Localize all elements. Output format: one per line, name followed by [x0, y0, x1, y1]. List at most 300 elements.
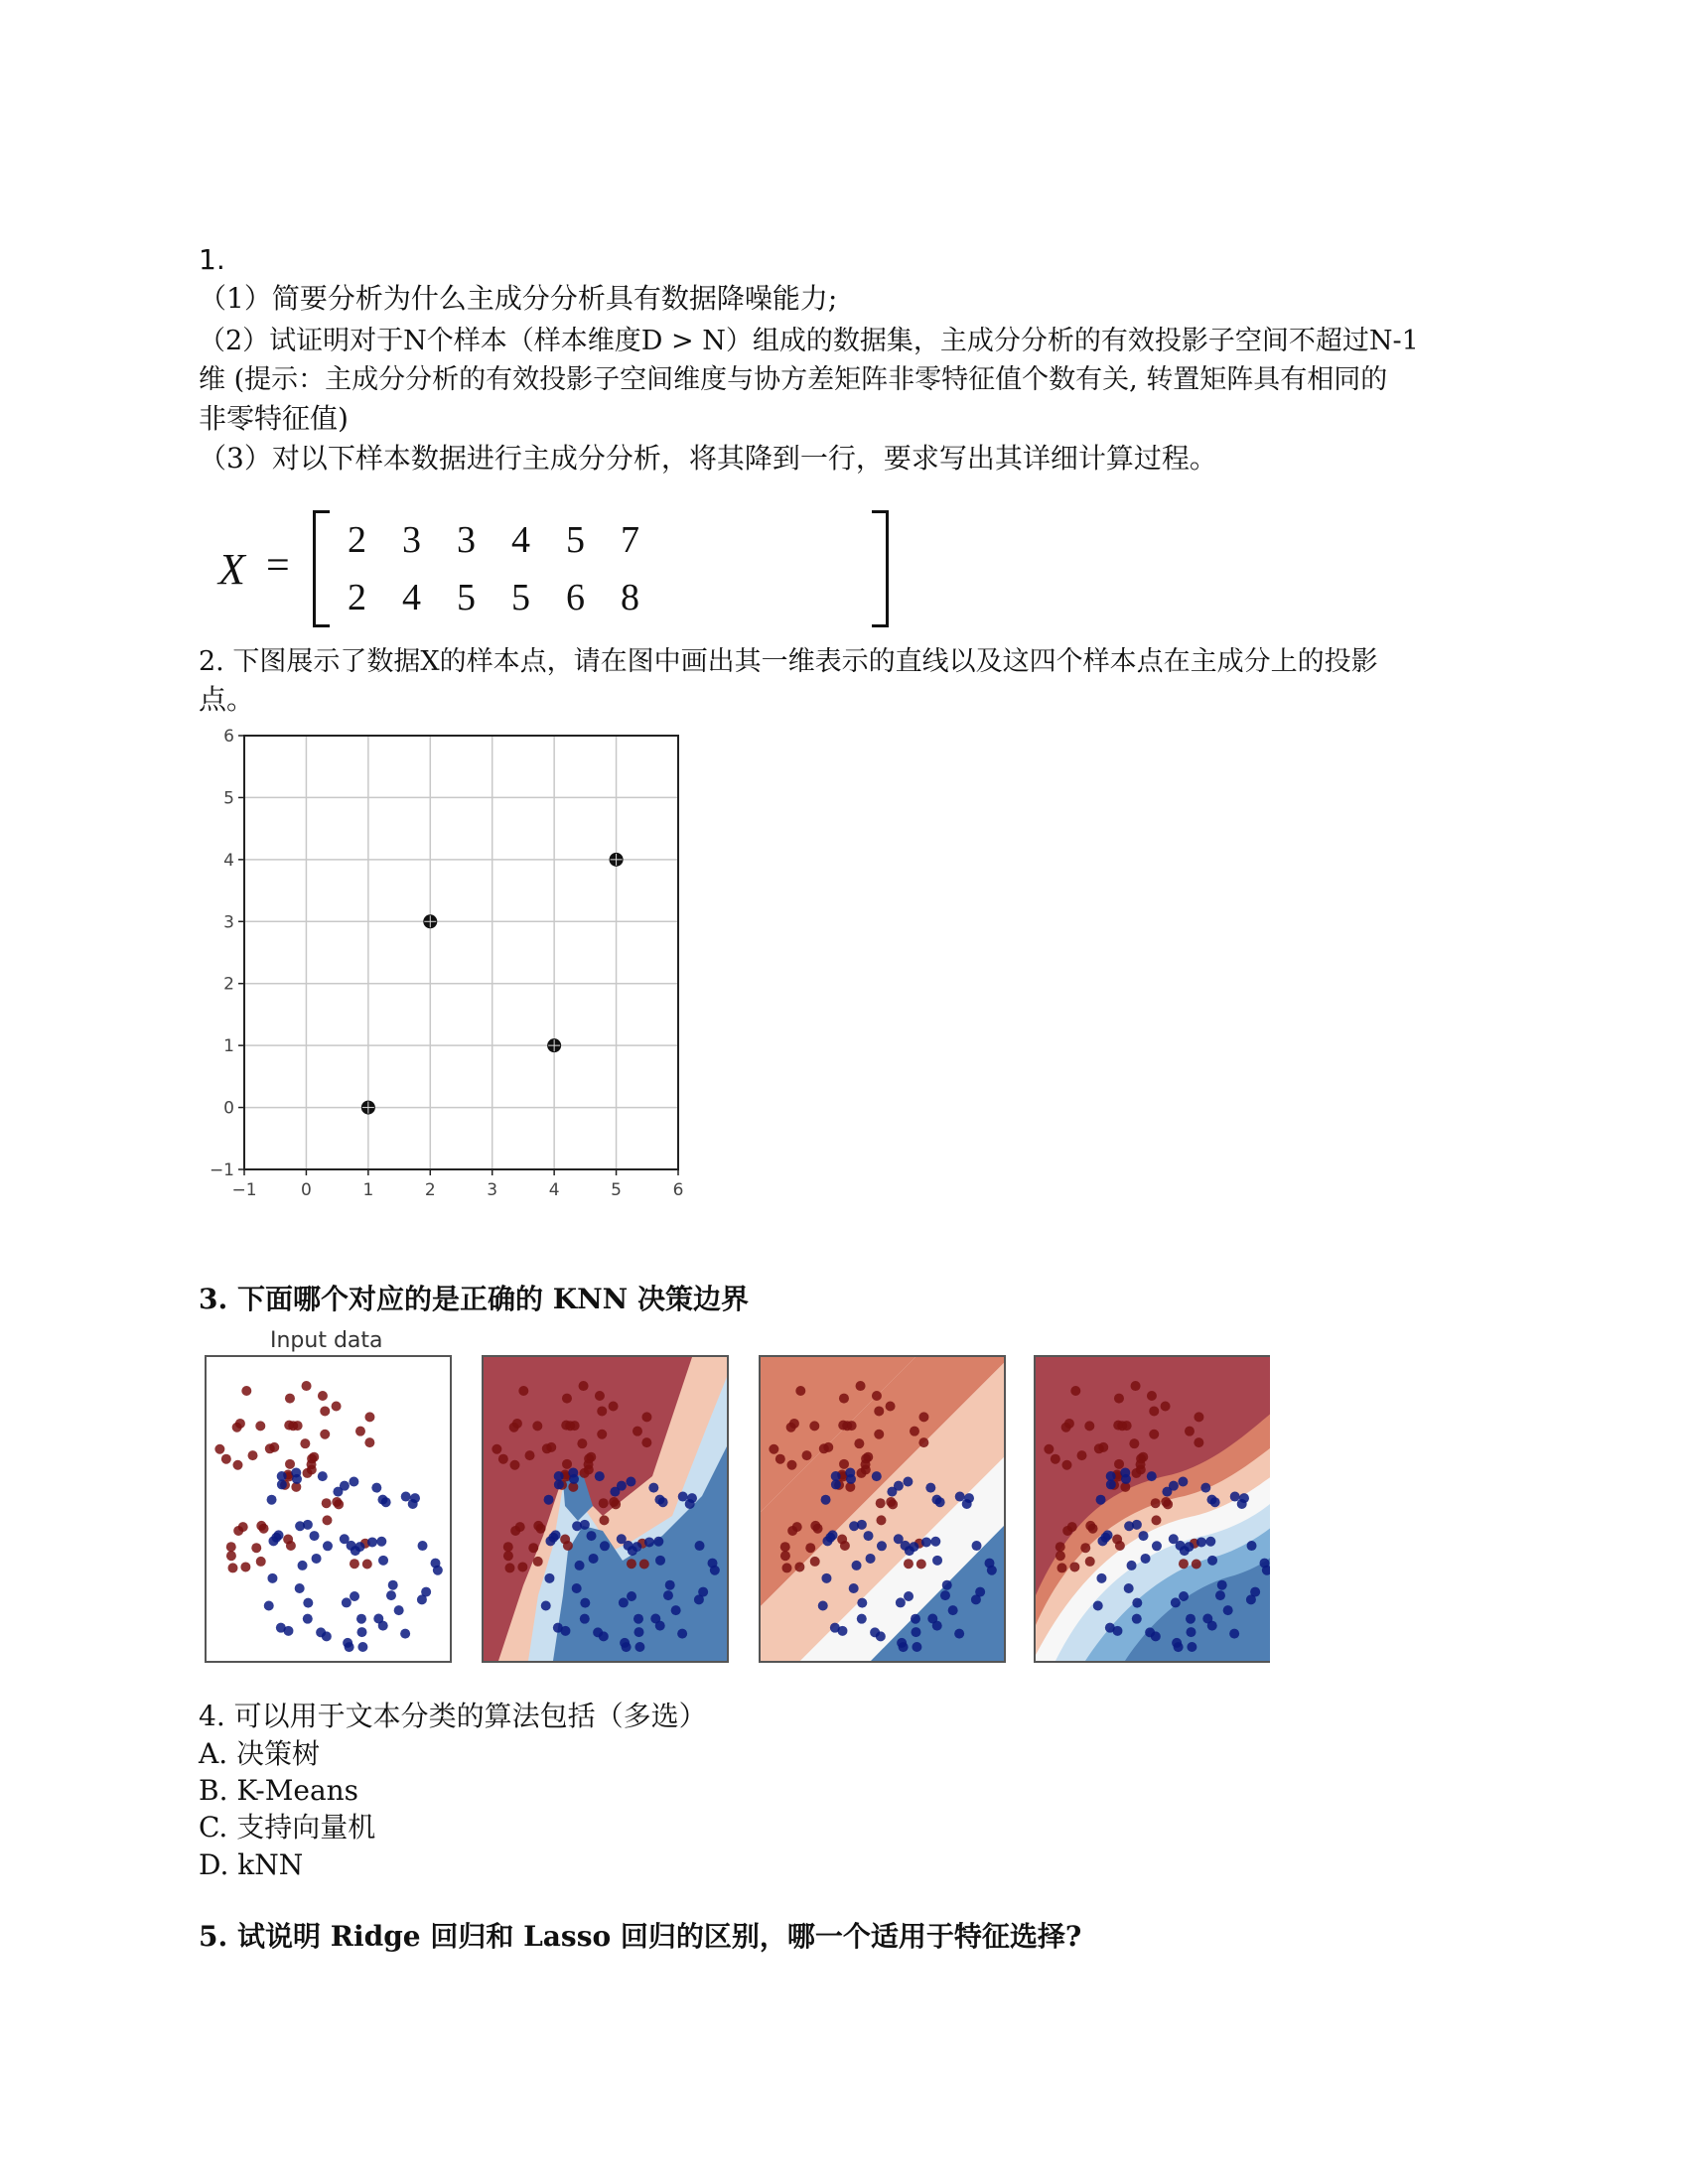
red-sample: [1151, 1498, 1161, 1508]
red-sample: [300, 1438, 310, 1448]
blue-sample: [1186, 1614, 1196, 1624]
red-sample: [265, 1443, 275, 1453]
blue-sample: [1217, 1580, 1227, 1590]
x-tick-label: 2: [424, 1180, 436, 1200]
red-sample: [597, 1406, 607, 1416]
blue-sample: [899, 1642, 909, 1652]
blue-sample: [948, 1605, 958, 1615]
q1-part2-line3: 非零特征值): [199, 402, 349, 435]
red-sample: [789, 1419, 799, 1429]
blue-sample: [653, 1537, 663, 1547]
blue-sample: [350, 1591, 359, 1601]
blue-sample: [312, 1554, 322, 1564]
blue-sample: [627, 1591, 636, 1601]
blue-sample: [1152, 1541, 1162, 1551]
red-sample: [1185, 1427, 1195, 1436]
red-sample: [1161, 1497, 1171, 1507]
blue-sample: [400, 1629, 410, 1639]
blue-sample: [340, 1534, 350, 1544]
blue-sample: [678, 1492, 688, 1502]
red-sample: [1117, 1421, 1127, 1431]
scatter-plot: [199, 720, 695, 1216]
red-sample: [1131, 1381, 1141, 1391]
blue-sample: [378, 1556, 388, 1566]
blue-sample: [1237, 1499, 1247, 1509]
blue-sample: [340, 1481, 350, 1491]
red-sample: [633, 1427, 642, 1436]
blue-sample: [1179, 1591, 1189, 1601]
red-sample: [609, 1401, 619, 1411]
red-sample: [874, 1406, 884, 1416]
blue-sample: [626, 1477, 635, 1487]
blue-sample: [927, 1614, 937, 1624]
red-sample: [854, 1438, 864, 1448]
red-sample: [874, 1430, 884, 1439]
matrix-cell: 2: [348, 577, 366, 618]
blue-sample: [1169, 1534, 1179, 1544]
red-sample: [780, 1542, 790, 1552]
blue-sample: [1246, 1594, 1256, 1604]
red-sample: [1129, 1438, 1139, 1448]
y-tick-labels: [210, 727, 234, 1180]
red-sample: [918, 1412, 928, 1422]
red-sample: [532, 1421, 542, 1431]
knn-panel-1: [482, 1355, 729, 1663]
blue-sample: [298, 1561, 308, 1570]
red-sample: [1114, 1459, 1124, 1469]
red-sample: [918, 1437, 928, 1447]
q2-line2: 点。: [199, 683, 255, 716]
y-tick-label: 1: [223, 1036, 234, 1057]
blue-sample: [1139, 1531, 1149, 1541]
blue-sample: [837, 1626, 847, 1636]
blue-sample: [962, 1499, 972, 1509]
q4-option-c: C. 支持向量机: [199, 1811, 376, 1843]
blue-sample: [544, 1495, 554, 1505]
blue-sample: [911, 1614, 920, 1624]
blue-sample: [277, 1479, 287, 1489]
q4-option-b: B. K-Means: [199, 1774, 359, 1807]
matrix-cell: 5: [566, 519, 585, 561]
blue-sample: [942, 1580, 952, 1590]
red-sample: [503, 1551, 513, 1561]
blue-sample: [633, 1627, 643, 1637]
q4-question: 4. 可以用于文本分类的算法包括（多选）: [199, 1700, 707, 1732]
blue-sample: [580, 1598, 590, 1608]
red-sample: [786, 1460, 796, 1470]
blue-sample: [1202, 1614, 1212, 1624]
blue-sample: [932, 1556, 942, 1566]
red-sample: [886, 1497, 896, 1507]
blue-sample: [954, 1629, 964, 1639]
data-point: [423, 914, 437, 928]
red-sample: [320, 1430, 330, 1439]
red-sample: [1149, 1430, 1159, 1439]
blue-sample: [303, 1614, 313, 1624]
red-sample: [839, 1394, 849, 1404]
matrix-cell: 5: [457, 577, 476, 618]
red-sample: [320, 1406, 330, 1416]
red-sample: [916, 1559, 926, 1569]
red-sample: [563, 1541, 573, 1551]
blue-sample: [1205, 1537, 1215, 1547]
red-sample: [542, 1443, 552, 1453]
blue-sample: [633, 1614, 643, 1624]
q1-part2-line1: （2）试证明对于N个样本（样本维度D > N）组成的数据集，主成分分析的有效投影子空间不超过N-1: [199, 326, 1419, 356]
matrix-equals: =: [266, 543, 290, 589]
blue-sample: [972, 1541, 982, 1551]
blue-sample: [1178, 1477, 1188, 1487]
blue-sample: [671, 1605, 681, 1615]
blue-sample: [356, 1627, 366, 1637]
blue-sample: [342, 1597, 352, 1607]
input-data-plot: [207, 1357, 450, 1661]
red-sample: [318, 1391, 328, 1401]
x-tick-label: 0: [301, 1180, 312, 1200]
red-sample: [805, 1543, 815, 1553]
red-sample: [251, 1543, 261, 1553]
y-tick-label: 2: [223, 974, 234, 995]
red-sample: [1062, 1526, 1072, 1536]
blue-sample: [417, 1594, 427, 1604]
blue-sample: [663, 1590, 673, 1600]
y-tick-label: 5: [223, 788, 234, 809]
red-sample: [525, 1450, 535, 1460]
blue-sample: [408, 1499, 418, 1509]
blue-sample: [267, 1573, 277, 1583]
blue-sample: [818, 1601, 828, 1611]
red-sample: [528, 1543, 538, 1553]
red-sample: [769, 1444, 778, 1454]
red-sample: [639, 1559, 649, 1569]
blue-sample: [593, 1627, 603, 1637]
y-tick-label: 3: [223, 912, 234, 933]
blue-sample: [852, 1561, 862, 1570]
red-sample: [256, 1521, 266, 1531]
blue-sample: [318, 1471, 328, 1481]
blue-sample: [857, 1614, 867, 1624]
blue-sample: [677, 1629, 687, 1639]
blue-sample: [619, 1597, 629, 1607]
red-sample: [584, 1464, 594, 1474]
blue-sample: [870, 1627, 880, 1637]
blue-sample: [985, 1559, 995, 1569]
red-sample: [322, 1515, 332, 1525]
blue-sample: [580, 1614, 590, 1624]
red-sample: [492, 1444, 501, 1454]
blue-sample: [310, 1531, 320, 1541]
q1-part1: （1）简要分析为什么主成分分析具有数据降噪能力;: [199, 282, 838, 315]
red-sample: [599, 1498, 609, 1508]
blue-sample: [589, 1554, 599, 1564]
red-sample: [1077, 1450, 1087, 1460]
red-sample: [565, 1421, 575, 1431]
blue-sample: [617, 1481, 627, 1491]
red-sample: [503, 1542, 513, 1552]
red-sample: [795, 1386, 805, 1396]
red-sample: [1114, 1394, 1124, 1404]
red-sample: [641, 1437, 651, 1447]
blue-sample: [872, 1471, 882, 1481]
x-tick-label: 4: [548, 1180, 560, 1200]
y-tick-label: 6: [223, 727, 234, 747]
matrix-cell: 2: [348, 519, 366, 561]
blue-sample: [376, 1537, 386, 1547]
red-sample: [533, 1557, 543, 1567]
blue-sample: [371, 1483, 381, 1493]
knn-panel-input: [205, 1355, 452, 1663]
right-bracket: [872, 510, 889, 627]
red-sample: [819, 1443, 829, 1453]
red-sample: [509, 1460, 519, 1470]
red-sample: [597, 1430, 607, 1439]
red-sample: [285, 1394, 295, 1404]
blue-sample: [894, 1481, 904, 1491]
blue-sample: [694, 1594, 704, 1604]
blue-sample: [1124, 1521, 1134, 1531]
red-sample: [1194, 1412, 1203, 1422]
red-sample: [1194, 1437, 1203, 1447]
blue-sample: [1230, 1492, 1240, 1502]
x-tick-label: 5: [611, 1180, 622, 1200]
q1-number: 1.: [199, 243, 225, 276]
red-sample: [1085, 1557, 1095, 1567]
q2-line1: 2. 下图展示了数据X的样本点，请在图中画出其一维表示的直线以及这四个样本点在主成分上的投影: [199, 646, 1378, 677]
blue-sample: [1210, 1497, 1220, 1507]
blue-sample: [904, 1591, 914, 1601]
blue-sample: [554, 1479, 564, 1489]
red-sample: [517, 1562, 527, 1571]
red-sample: [579, 1381, 589, 1391]
blue-sample: [912, 1642, 921, 1652]
blue-sample: [431, 1559, 441, 1569]
blue-sample: [1215, 1590, 1225, 1600]
blue-sample: [587, 1531, 597, 1541]
red-sample: [332, 1497, 342, 1507]
blue-sample: [1169, 1481, 1179, 1491]
matrix-label: X: [218, 545, 245, 594]
red-sample: [498, 1454, 508, 1464]
blue-sample: [658, 1497, 668, 1507]
plot-frame: [244, 736, 678, 1169]
blue-sample: [349, 1477, 358, 1487]
red-sample: [577, 1438, 587, 1448]
red-sample: [518, 1386, 528, 1396]
x-tick-labels: [231, 1180, 683, 1200]
blue-sample: [864, 1531, 874, 1541]
red-sample: [1051, 1454, 1060, 1464]
matrix-row-1: [348, 518, 675, 562]
x-tick-label: 1: [362, 1180, 374, 1200]
matrix-cell: 4: [511, 519, 530, 561]
blue-sample: [572, 1583, 582, 1593]
red-sample: [809, 1421, 819, 1431]
blue-sample: [622, 1642, 632, 1652]
blue-sample: [930, 1537, 940, 1547]
red-sample: [787, 1526, 797, 1536]
blue-sample: [572, 1521, 582, 1531]
red-sample: [641, 1412, 651, 1422]
blue-sample: [1171, 1597, 1181, 1607]
blue-sample: [685, 1499, 695, 1509]
blue-sample: [1127, 1561, 1137, 1570]
red-sample: [562, 1459, 572, 1469]
blue-sample: [1147, 1471, 1157, 1481]
blue-sample: [264, 1601, 274, 1611]
red-sample: [780, 1551, 790, 1561]
red-sample: [1055, 1551, 1065, 1561]
red-sample: [355, 1427, 365, 1436]
red-sample: [364, 1437, 374, 1447]
blue-sample: [1200, 1483, 1210, 1493]
blue-sample: [821, 1495, 831, 1505]
red-sample: [1179, 1559, 1189, 1569]
matrix-cell: 5: [511, 577, 530, 618]
blue-sample: [648, 1483, 658, 1493]
red-sample: [1094, 1443, 1104, 1453]
blue-sample: [295, 1521, 305, 1531]
blue-sample: [971, 1594, 981, 1604]
red-sample: [904, 1559, 914, 1569]
blue-sample: [1174, 1642, 1184, 1652]
red-sample: [533, 1521, 543, 1531]
red-sample: [1061, 1460, 1071, 1470]
red-sample: [241, 1386, 251, 1396]
blue-sample: [877, 1541, 887, 1551]
red-sample: [876, 1498, 886, 1508]
blue-sample: [849, 1583, 859, 1593]
blue-sample: [268, 1536, 278, 1546]
red-sample: [1080, 1543, 1090, 1553]
red-sample: [226, 1542, 236, 1552]
red-sample: [214, 1444, 224, 1454]
blue-sample: [650, 1614, 660, 1624]
red-sample: [839, 1459, 849, 1469]
red-sample: [1056, 1563, 1066, 1572]
blue-sample: [617, 1534, 627, 1544]
red-sample: [1070, 1386, 1080, 1396]
red-sample: [1192, 1559, 1201, 1569]
tick-marks: [238, 736, 678, 1175]
blue-sample: [921, 1537, 931, 1547]
red-sample: [233, 1526, 243, 1536]
y-tick-label: −1: [209, 1160, 234, 1180]
red-sample: [248, 1450, 258, 1460]
knn-boundary-option-1: [484, 1357, 727, 1661]
blue-sample: [283, 1626, 293, 1636]
blue-sample: [345, 1642, 354, 1652]
blue-sample: [903, 1477, 913, 1487]
blue-sample: [894, 1534, 904, 1544]
blue-sample: [821, 1573, 831, 1583]
red-sample: [1136, 1464, 1146, 1474]
red-sample: [1044, 1444, 1054, 1454]
blue-sample: [925, 1483, 935, 1493]
matrix-cell: 4: [402, 577, 421, 618]
red-sample: [226, 1551, 236, 1561]
blue-sample: [845, 1467, 855, 1477]
blue-sample: [600, 1541, 610, 1551]
y-tick-label: 0: [223, 1098, 234, 1119]
red-sample: [842, 1421, 852, 1431]
blue-sample: [1132, 1614, 1142, 1624]
red-sample: [775, 1454, 785, 1464]
blue-sample: [1096, 1573, 1106, 1583]
blue-sample: [418, 1541, 428, 1551]
red-sample: [1149, 1406, 1159, 1416]
red-sample: [609, 1497, 619, 1507]
blue-sample: [955, 1492, 965, 1502]
blue-sample: [1112, 1626, 1122, 1636]
y-tick-label: 4: [223, 850, 234, 871]
red-sample: [599, 1515, 609, 1525]
red-sample: [286, 1541, 296, 1551]
blue-sample: [1120, 1467, 1130, 1477]
red-sample: [288, 1421, 298, 1431]
knn-boundary-option-3: [1036, 1357, 1270, 1661]
x-tick-label: 6: [672, 1180, 684, 1200]
blue-sample: [357, 1642, 367, 1652]
red-sample: [872, 1391, 882, 1401]
input-data-title: Input data: [270, 1328, 383, 1353]
red-sample: [781, 1563, 791, 1572]
data-point: [610, 853, 624, 867]
red-sample: [627, 1559, 636, 1569]
knn-panel-2: [759, 1355, 1006, 1663]
red-sample: [322, 1498, 332, 1508]
blue-sample: [1187, 1642, 1196, 1652]
blue-sample: [1124, 1583, 1134, 1593]
blue-sample: [575, 1561, 585, 1570]
sample-points: [214, 1381, 442, 1652]
blue-sample: [634, 1642, 644, 1652]
blue-sample: [708, 1559, 718, 1569]
blue-sample: [267, 1495, 277, 1505]
blue-sample: [896, 1597, 906, 1607]
blue-sample: [303, 1598, 313, 1608]
red-sample: [256, 1557, 266, 1567]
red-sample: [235, 1419, 245, 1429]
blue-sample: [316, 1627, 326, 1637]
red-sample: [504, 1563, 514, 1572]
blue-sample: [1186, 1627, 1196, 1637]
blue-sample: [568, 1467, 578, 1477]
red-sample: [240, 1562, 250, 1571]
red-sample: [595, 1391, 605, 1401]
blue-sample: [291, 1467, 301, 1477]
blue-sample: [351, 1546, 360, 1556]
blue-sample: [911, 1627, 920, 1637]
matrix-cell: 6: [566, 577, 585, 618]
red-sample: [1084, 1421, 1094, 1431]
red-sample: [802, 1450, 812, 1460]
blue-sample: [822, 1536, 832, 1546]
red-sample: [886, 1401, 896, 1411]
blue-sample: [367, 1537, 377, 1547]
red-sample: [910, 1427, 919, 1436]
matrix-cell: 7: [621, 519, 639, 561]
red-sample: [861, 1464, 871, 1474]
blue-sample: [295, 1583, 305, 1593]
red-sample: [1147, 1391, 1157, 1401]
red-sample: [255, 1421, 265, 1431]
blue-sample: [831, 1479, 841, 1489]
blue-sample: [1096, 1495, 1106, 1505]
red-sample: [810, 1557, 820, 1567]
blue-sample: [1093, 1601, 1103, 1611]
red-sample: [362, 1559, 372, 1569]
red-sample: [232, 1460, 242, 1470]
